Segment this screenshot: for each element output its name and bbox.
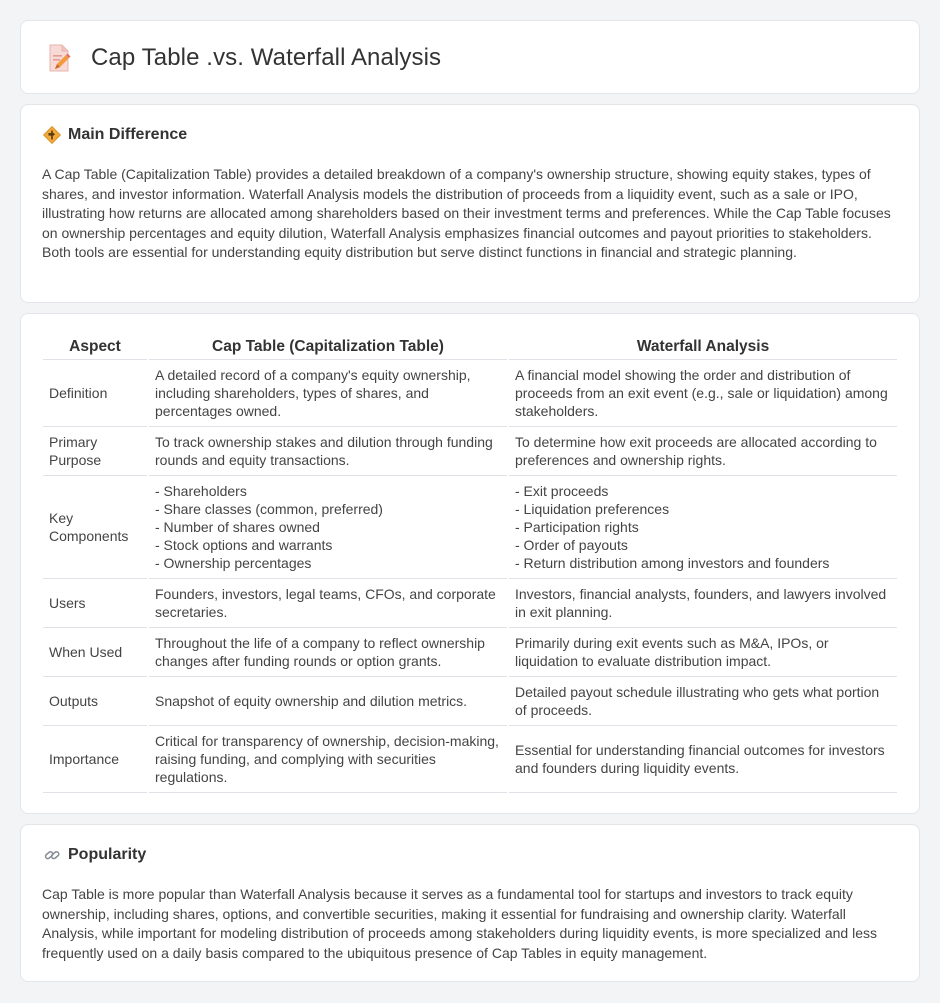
list-item: - Exit proceeds — [515, 483, 609, 499]
waterfall-cell: Primarily during exit events such as M&A, IPOs, or liquidation to evaluate distribution impact. — [509, 628, 897, 677]
table-row — [43, 726, 897, 793]
list-item: - Stock options and warrants — [155, 537, 333, 553]
aspect-cell: Outputs — [43, 677, 147, 726]
header-aspect: Aspect — [43, 336, 147, 360]
aspect-cell: Key Components — [43, 476, 147, 579]
page-title: Cap Table .vs. Waterfall Analysis — [91, 44, 442, 71]
table-row — [43, 677, 897, 726]
document-pencil-icon — [47, 43, 71, 73]
list-item: - Participation rights — [515, 519, 639, 535]
cap-table-cell: Snapshot of equity ownership and dilution metrics. — [149, 677, 507, 726]
road-sign-icon — [43, 126, 61, 144]
aspect-cell: Primary Purpose — [43, 427, 147, 476]
popularity-heading — [43, 846, 146, 864]
header-cap-table: Cap Table (Capitalization Table) — [149, 336, 507, 360]
header-waterfall: Waterfall Analysis — [509, 336, 897, 360]
list-item: - Liquidation preferences — [515, 501, 670, 517]
main-difference-text: A Cap Table (Capitalization Table) provides a detailed breakdown of a company's ownership structure, showing equity stakes, types of shares, and investor information. Waterfall Analysis models the distribution of proceeds from a liquidity event, such as a sale or IPO, illustrating how returns are allocated among shareholders based on their investment terms and preferences. While the Cap Table focuses on ownership percentages and equity dilution, Waterfall Analysis emphasizes financial outcomes and payout priorities to stakeholders. Both tools are essential for understanding equity distribution but serve distinct functions in financial and strategic planning. — [42, 166, 891, 260]
popularity-text: Cap Table is more popular than Waterfall Analysis because it serves as a fundamental tool for startups and investors to track equity ownership, including shares, options, and convertible securities, making it essential for fundraising and ownership clarity. Waterfall Analysis, while important for modeling distribution of proceeds among stakeholders during liquidity events, is more specialized and less frequently used on a daily basis compared to the ubiquitous presence of Cap Tables in equity management. — [42, 886, 877, 961]
list-item: - Return distribution among investors and founders — [515, 555, 830, 571]
header-card — [20, 20, 920, 94]
table-row — [43, 628, 897, 677]
waterfall-cell — [509, 476, 897, 579]
aspect-cell: When Used — [43, 628, 147, 677]
table-header-row — [43, 336, 897, 360]
title-row — [47, 43, 441, 73]
cap-table-cell: A detailed record of a company's equity ownership, including shareholders, types of shares, and percentages owned. — [149, 360, 507, 427]
popularity-card — [20, 824, 920, 982]
comparison-table-card — [20, 313, 920, 814]
table-row — [43, 427, 897, 476]
list-item: - Share classes (common, preferred) — [155, 501, 383, 517]
cap-table-cell — [149, 476, 507, 579]
cap-table-cell: Throughout the life of a company to reflect ownership changes after funding rounds or option grants. — [149, 628, 507, 677]
aspect-cell: Users — [43, 579, 147, 628]
aspect-cell: Importance — [43, 726, 147, 793]
popularity-title: Popularity — [68, 846, 147, 863]
main-difference-heading — [43, 126, 187, 144]
table-row — [43, 476, 897, 579]
comparison-table — [41, 336, 899, 793]
list-item: - Order of payouts — [515, 537, 628, 553]
waterfall-cell: Detailed payout schedule illustrating who gets what portion of proceeds. — [509, 677, 897, 726]
link-icon — [43, 846, 61, 864]
table-row — [43, 360, 897, 427]
waterfall-cell: A financial model showing the order and distribution of proceeds from an exit event (e.g., sale or liquidation) among stakeholders. — [509, 360, 897, 427]
list-item: - Number of shares owned — [155, 519, 320, 535]
cap-table-cell: Founders, investors, legal teams, CFOs, and corporate secretaries. — [149, 579, 507, 628]
cap-table-cell: To track ownership stakes and dilution through funding rounds and equity transactions. — [149, 427, 507, 476]
list-item: - Shareholders — [155, 483, 247, 499]
list-item: - Ownership percentages — [155, 555, 312, 571]
waterfall-cell: Essential for understanding financial outcomes for investors and founders during liquidity events. — [509, 726, 897, 793]
main-difference-card — [20, 104, 920, 303]
aspect-cell: Definition — [43, 360, 147, 427]
table-row — [43, 579, 897, 628]
cap-table-cell: Critical for transparency of ownership, decision-making, raising funding, and complying with securities regulations. — [149, 726, 507, 793]
main-difference-title: Main Difference — [68, 126, 188, 143]
waterfall-cell: To determine how exit proceeds are allocated according to preferences and ownership rights. — [509, 427, 897, 476]
waterfall-cell: Investors, financial analysts, founders, and lawyers involved in exit planning. — [509, 579, 897, 628]
